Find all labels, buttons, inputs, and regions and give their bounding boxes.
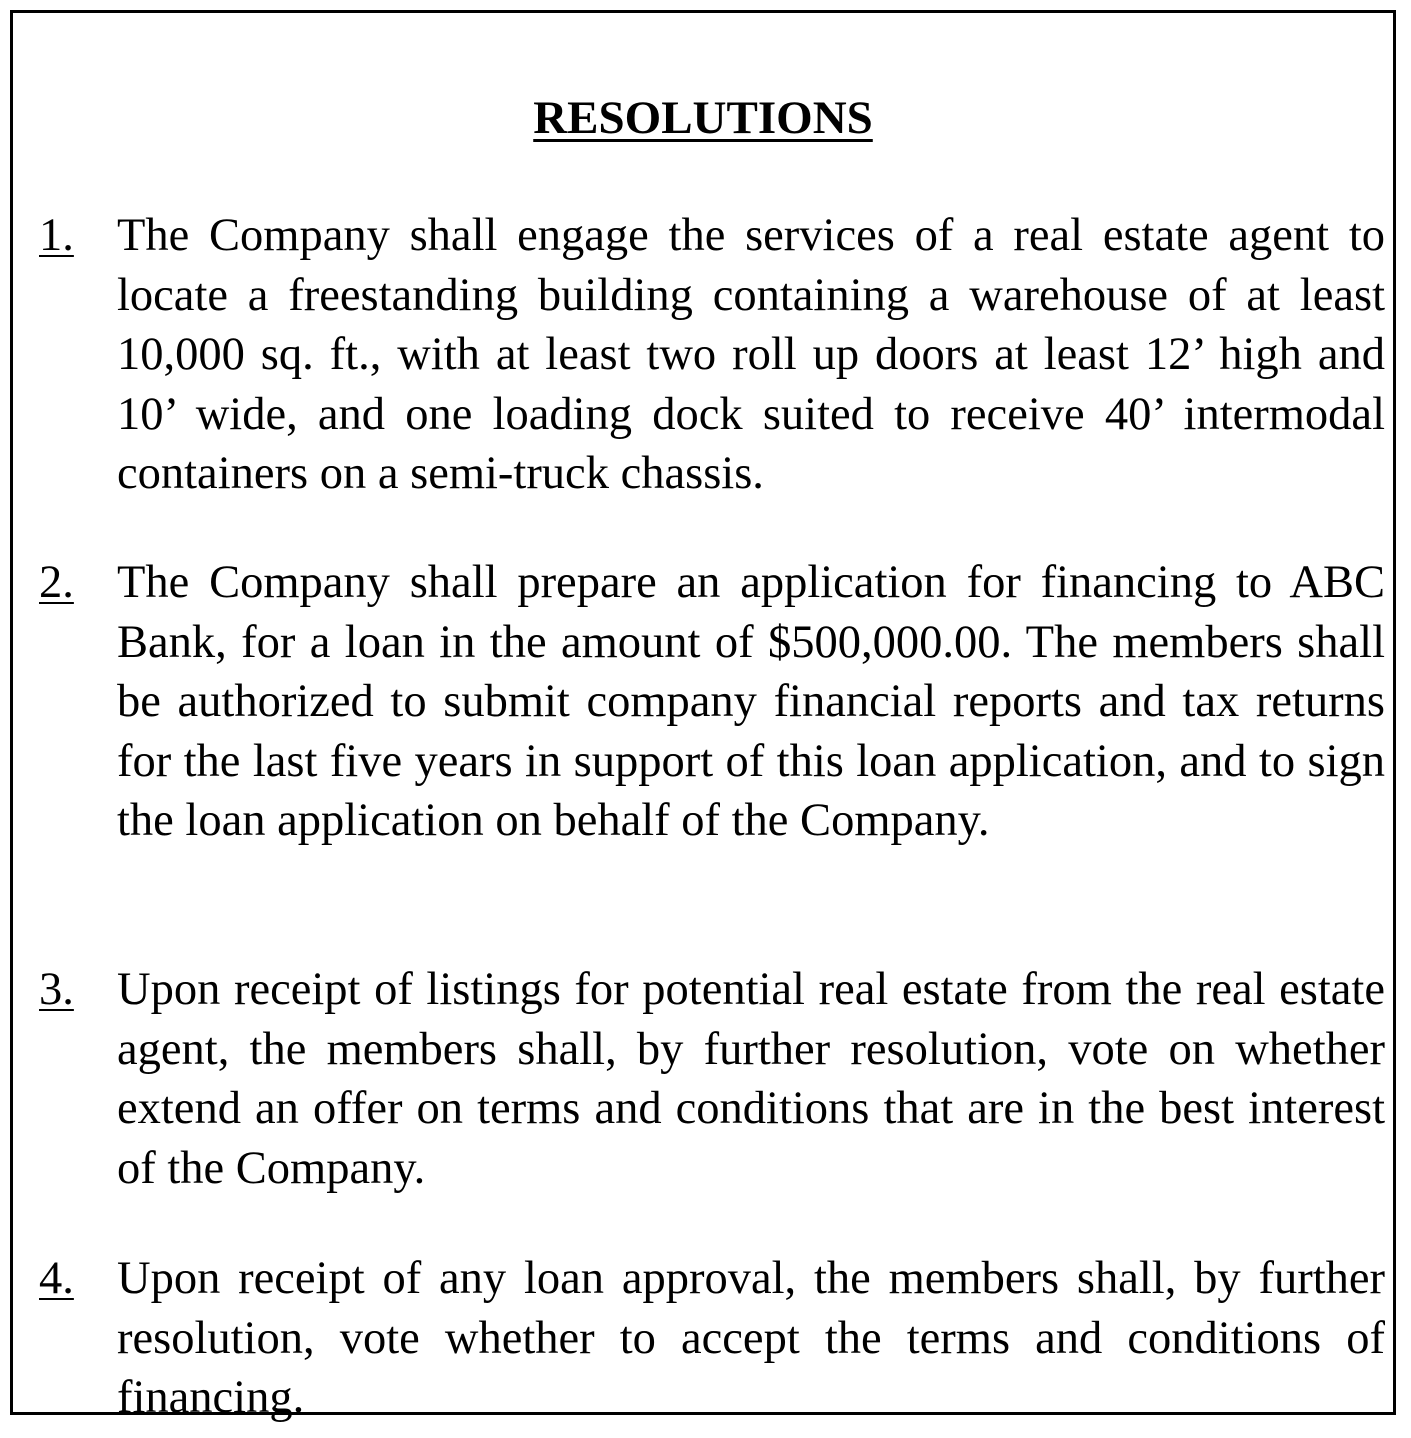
resolution-item [39, 206, 1385, 504]
document-title: RESOLUTIONS [533, 92, 873, 144]
resolution-item [39, 553, 1385, 851]
resolution-item [39, 1249, 1385, 1428]
resolution-text: Upon receipt of listings for potential real estate from the real estate agent, the members shall, by further resolution, vote on whether extend an offer on terms and conditions that are in the best interest of the Company. [117, 964, 1385, 1194]
document-frame [10, 10, 1396, 1423]
resolution-number: 4. [39, 1253, 74, 1304]
resolution-item [39, 960, 1385, 1198]
resolution-number: 1. [39, 210, 74, 261]
resolution-number: 2. [39, 557, 74, 608]
resolution-number: 3. [39, 964, 74, 1015]
resolution-text: Upon receipt of any loan approval, the members shall, by further resolution, vote whether to accept the terms and conditions of financing. [117, 1253, 1385, 1423]
resolution-text: The Company shall engage the services of a real estate agent to locate a freestanding building containing a warehouse of at least 10,000 sq. ft., with at least two roll up doors at least 12’ high and 10’ wide, and one loading dock suited to receive 40’ intermodal containers on a semi-truck chassis. [117, 210, 1385, 499]
resolution-text: The Company shall prepare an application for financing to ABC Bank, for a loan in the amount of $500,000.00. The members shall be authorized to submit company financial reports and tax returns for the last five years in support of this loan application, and to sign the loan application on behalf of the Company. [117, 557, 1385, 846]
